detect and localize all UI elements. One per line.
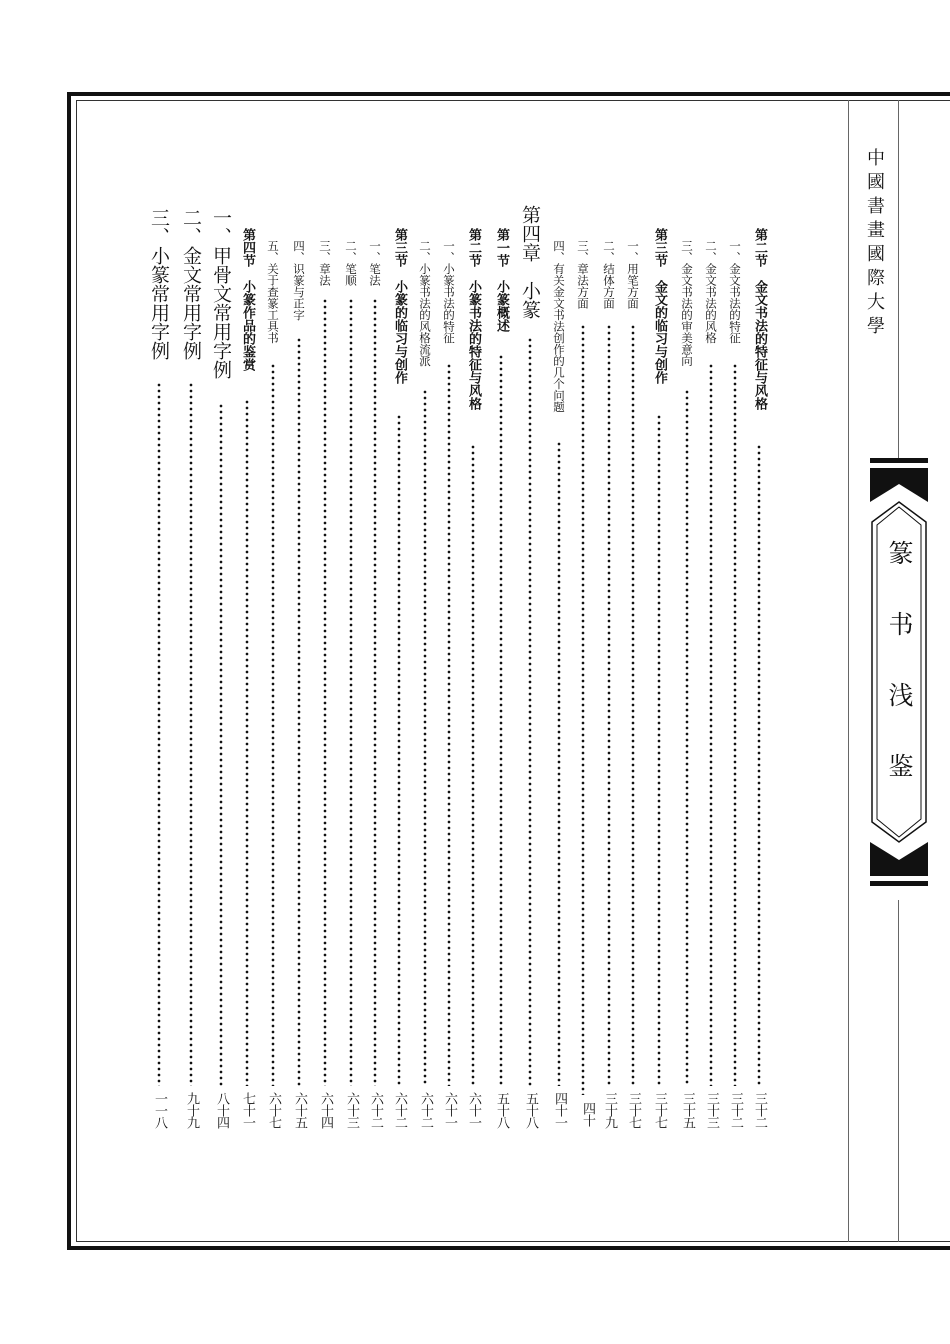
toc-dot-leader <box>189 382 193 1086</box>
toc-entry-title[interactable]: 二、结体方面 <box>602 240 616 309</box>
band-divider-right-bottom <box>898 900 899 1242</box>
band-divider-left <box>848 100 849 1242</box>
toc-dot-leader <box>733 363 737 1086</box>
toc-entry-title[interactable]: 第三节 金文的临习与创作 <box>652 228 667 384</box>
toc-dot-leader <box>323 298 327 1086</box>
toc-entry-title[interactable]: 第二节 小篆书法的特征与风格 <box>466 228 481 410</box>
toc-entry-page: 四十 <box>580 1102 595 1126</box>
toc-entry-page: 三十二 <box>752 1092 767 1128</box>
toc-entry-page: 三十三 <box>704 1092 719 1128</box>
toc-entry-title[interactable]: 三、章法方面 <box>576 240 590 309</box>
toc-entry-title[interactable]: 一、金文书法的特征 <box>728 240 742 344</box>
toc-entry-title[interactable]: 三、章法 <box>318 240 332 286</box>
toc-dot-leader <box>499 354 503 1086</box>
toc-dot-leader <box>631 324 635 1086</box>
toc-dot-leader <box>423 389 427 1086</box>
toc-entry-page: 三十九 <box>602 1092 617 1128</box>
toc-entry-page: 六十二 <box>368 1092 383 1128</box>
toc-entry-page: 六十五 <box>292 1092 307 1128</box>
toc-entry-page: 六十二 <box>392 1092 407 1128</box>
toc-dot-leader <box>157 382 161 1086</box>
toc-entry-page: 六十七 <box>266 1092 281 1128</box>
toc-entry-title[interactable]: 四、有关金文书法创作的几个问题 <box>552 240 566 413</box>
toc-dot-leader <box>557 441 561 1086</box>
toc-entry-title[interactable]: 二、金文书法的风格 <box>704 240 718 344</box>
toc-entry-title[interactable]: 一、笔法 <box>368 240 382 286</box>
toc-dot-leader <box>528 337 532 1086</box>
toc-entry-title[interactable]: 三、小篆常用字例 <box>148 208 170 360</box>
toc-entry-page: 三十五 <box>680 1092 695 1128</box>
toc-dot-leader <box>581 324 585 1095</box>
toc-entry-page: 九十九 <box>184 1092 199 1128</box>
toc-entry-page: 五十八 <box>523 1092 538 1128</box>
toc-entry-title[interactable]: 一、小篆书法的特征 <box>442 240 456 344</box>
toc-entry-page: 六十一 <box>466 1092 481 1128</box>
toc-entry-page: 六十二 <box>418 1092 433 1128</box>
toc-entry-page: 三十七 <box>626 1092 641 1128</box>
banner-bottom-ornament <box>870 842 928 886</box>
toc-entry-page: 八十四 <box>214 1092 229 1128</box>
toc-entry-title[interactable]: 二、小篆书法的风格流派 <box>418 240 432 367</box>
toc-entry-page: 六十四 <box>318 1092 333 1128</box>
toc-dot-leader <box>709 363 713 1086</box>
toc-entry-page: 四十一 <box>552 1092 567 1128</box>
university-name: 中國書畫國際大學 <box>864 148 885 340</box>
toc-dot-leader <box>349 298 353 1086</box>
book-title: 篆书浅鉴 <box>885 540 914 824</box>
toc-entry-title[interactable]: 第三节 小篆的临习与创作 <box>392 228 407 384</box>
toc-entry-page: 一一八 <box>152 1092 167 1128</box>
toc-dot-leader <box>607 324 611 1086</box>
toc-entry-title[interactable]: 一、甲骨文常用字例 <box>210 208 232 379</box>
toc-entry-title[interactable]: 第二节 金文书法的特征与风格 <box>752 228 767 410</box>
toc-entry-title[interactable]: 五、关于查篆工具书 <box>266 240 280 344</box>
toc-entry-title[interactable]: 二、笔顺 <box>344 240 358 286</box>
toc-entry-page: 三十七 <box>652 1092 667 1128</box>
toc-dot-leader <box>297 337 301 1086</box>
toc-entry-page: 六十一 <box>442 1092 457 1128</box>
toc-entry-title[interactable]: 第四节 小篆作品的鉴赏 <box>240 228 255 371</box>
toc-dot-leader <box>685 389 689 1086</box>
toc-dot-leader <box>245 399 249 1086</box>
toc-entry-title[interactable]: 三、金文书法的审美意向 <box>680 240 694 367</box>
toc-entry-page: 七十一 <box>240 1092 255 1128</box>
band-divider-right-top <box>898 100 899 460</box>
toc-dot-leader <box>447 363 451 1086</box>
toc-entry-page: 五十八 <box>494 1092 509 1128</box>
toc-dot-leader <box>373 298 377 1086</box>
toc-entry-title[interactable]: 第四章 小篆 <box>519 205 541 319</box>
toc-entry-title[interactable]: 二、金文常用字例 <box>180 208 202 360</box>
toc-entry-title[interactable]: 四、识篆与正字 <box>292 240 306 321</box>
toc-dot-leader <box>219 403 223 1086</box>
toc-dot-leader <box>757 444 761 1086</box>
toc-entry-title[interactable]: 一、用笔方面 <box>626 240 640 309</box>
toc-dot-leader <box>471 444 475 1086</box>
toc-entry-title[interactable]: 第一节 小篆概述 <box>494 228 509 332</box>
toc-dot-leader <box>657 414 661 1086</box>
toc-entry-page: 六十三 <box>344 1092 359 1128</box>
toc-entry-page: 三十二 <box>728 1092 743 1128</box>
banner-top-ornament <box>870 458 928 502</box>
toc-dot-leader <box>271 363 275 1086</box>
toc-dot-leader <box>397 414 401 1086</box>
